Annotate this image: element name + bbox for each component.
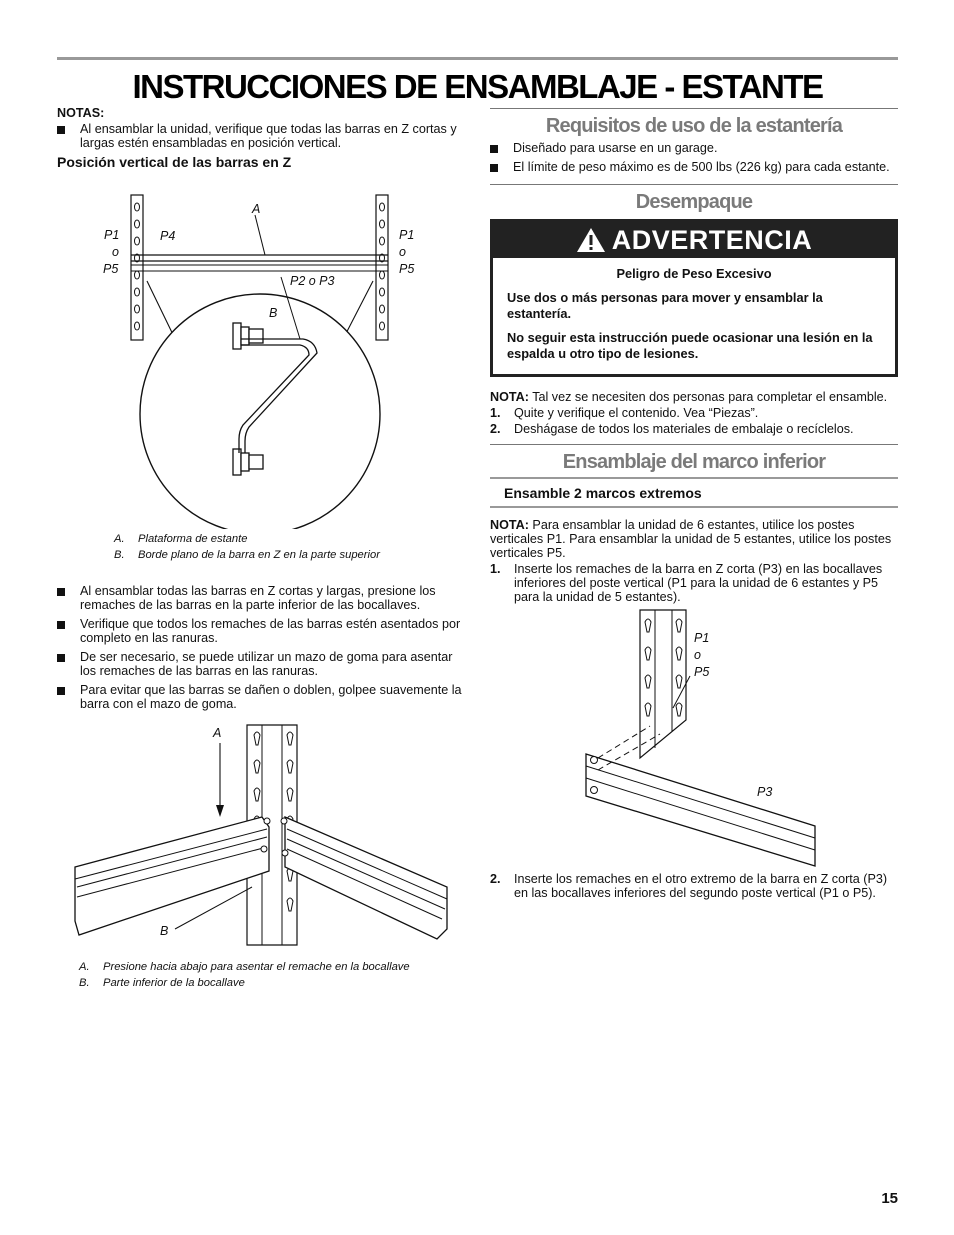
fig2-caption xyxy=(57,959,462,991)
fig1-caption-a-key: A. xyxy=(114,533,125,545)
note-text: Tal vez se necesiten dos personas para completar el ensamble. xyxy=(528,390,888,404)
warning-subtitle: Peligro de Peso Excesivo xyxy=(616,266,772,281)
frame-step-1 xyxy=(490,562,898,604)
fig1-label-p1-right-3: P5 xyxy=(399,262,415,276)
step-item: 2. Deshágase de todos los materiales de embalaje o recíclelos. xyxy=(490,422,854,436)
fig2-caption-b-key: B. xyxy=(79,977,90,989)
fig3-label-p1-2: o xyxy=(694,648,701,662)
subheading-z-bar: Posición vertical de las barras en Z xyxy=(57,154,292,170)
fig1-label-p4: P4 xyxy=(160,229,176,243)
fig3-label-p1-1: P1 xyxy=(694,631,710,645)
note-post-selection xyxy=(490,518,898,560)
warning-line-2: No seguir esta instrucción puede ocasionar una lesión en la espalda u otro tipo de lesiones. xyxy=(507,330,873,361)
warning-triangle-icon xyxy=(576,227,606,253)
assembly-bullet: Para evitar que las barras se dañen o doblen, golpee suavemente la barra con el mazo de goma. xyxy=(57,683,462,711)
section-unpacking: Desempaque xyxy=(490,184,898,217)
page-number: 15 xyxy=(881,1190,898,1207)
note-label: NOTA: xyxy=(490,518,529,532)
assembly-bullet: De ser necesario, se puede utilizar un mazo de goma para asentar los remaches de las barras en las ranuras. xyxy=(57,650,462,678)
fig3-label-p1-3: P5 xyxy=(694,665,710,679)
fig1-caption-b-key: B. xyxy=(114,549,125,561)
right-column xyxy=(490,108,898,902)
fig1-label-p1-left-2: o xyxy=(112,245,119,259)
fig1-label-p1-left-1: P1 xyxy=(104,228,120,242)
note-item: Al ensamblar la unidad, verifique que todas las barras en Z cortas y largas estén ensambladas en posición vertical. xyxy=(57,122,462,150)
notes-list xyxy=(57,122,462,150)
usage-bullet: El límite de peso máximo es de 500 lbs (226 kg) para cada estante. xyxy=(490,160,898,174)
figure-z-bar-position xyxy=(57,169,462,529)
left-column xyxy=(57,106,462,991)
fig1-label-p1-right-1: P1 xyxy=(399,228,415,242)
section-bottom-frame: Ensamblaje del marco inferior xyxy=(490,444,898,477)
step-item: 1. Quite y verifique el contenido. Vea “Piezas”. xyxy=(490,406,759,420)
note-label: NOTA: xyxy=(490,390,529,404)
top-rule xyxy=(57,57,898,60)
section-usage-requirements: Requisitos de uso de la estantería xyxy=(490,108,898,141)
fig1-label-b: B xyxy=(269,306,278,320)
fig1-label-p1-left-3: P5 xyxy=(103,262,119,276)
step-item: 2. Inserte los remaches en el otro extremo de la barra en Z corta (P3) en las bocallaves inferiores del segundo poste vertical (P1 o P5). xyxy=(490,872,888,900)
fig1-caption-b: Borde plano de la barra en Z en la parte superior xyxy=(138,549,380,561)
fig3-label-p3: P3 xyxy=(757,785,773,799)
z-bar-diagram xyxy=(57,169,462,529)
note-text: Para ensamblar la unidad de 6 estantes, utilice los postes verticales P1. Para ensamblar la unidad de 5 estantes, utilice los postes verticales P5. xyxy=(490,518,892,560)
fig1-caption xyxy=(57,531,462,563)
warning-header xyxy=(493,222,895,258)
figure-insert-rivets xyxy=(490,608,898,870)
figure-rivet-keyhole xyxy=(57,721,462,959)
fig1-caption-a: Plataforma de estante xyxy=(138,533,248,545)
fig2-label-a: A xyxy=(213,726,222,740)
frame-step-2 xyxy=(490,872,898,900)
usage-bullets xyxy=(490,141,898,174)
fig1-label-p2p3: P2 o P3 xyxy=(290,274,335,288)
warning-box xyxy=(490,219,898,377)
warning-body xyxy=(493,258,895,374)
usage-bullet: Diseñado para usarse en un garage. xyxy=(490,141,898,155)
fig2-caption-a-key: A. xyxy=(79,961,90,973)
rivet-keyhole-diagram xyxy=(57,721,462,959)
fig2-caption-b: Parte inferior de la bocallave xyxy=(103,977,245,989)
warning-title: ADVERTENCIA xyxy=(611,225,813,255)
assembly-bullets xyxy=(57,584,462,711)
note-two-people xyxy=(490,390,898,404)
warning-line-1: Use dos o más personas para mover y ensamblar la estantería. xyxy=(507,290,823,321)
assembly-bullet: Verifique que todos los remaches de las barras estén asentados por completo en las ranuras. xyxy=(57,617,462,645)
assembly-bullet: Al ensamblar todas las barras en Z cortas y largas, presione los remaches de las barras en la parte inferior de las bocallaves. xyxy=(57,584,462,612)
fig2-caption-a: Presione hacia abajo para asentar el remache en la bocallave xyxy=(103,961,410,973)
fig1-label-p1-right-2: o xyxy=(399,245,406,259)
fig2-label-b: B xyxy=(160,924,169,938)
page-title: INSTRUCCIONES DE ENSAMBLAJE - ESTANTE xyxy=(132,68,823,105)
fig1-label-a: A xyxy=(252,202,261,216)
unpack-steps xyxy=(490,406,898,436)
subsection-end-frames: Ensamble 2 marcos extremos xyxy=(490,477,898,508)
step-item: 1. Inserte los remaches de la barra en Z corta (P3) en las bocallaves inferiores del poste vertical (P1 para la unidad de 6 estantes y P5 para la unidad de 5 estantes). xyxy=(490,562,883,604)
notes-label: NOTAS: xyxy=(57,106,105,120)
insert-rivets-diagram xyxy=(490,608,898,870)
